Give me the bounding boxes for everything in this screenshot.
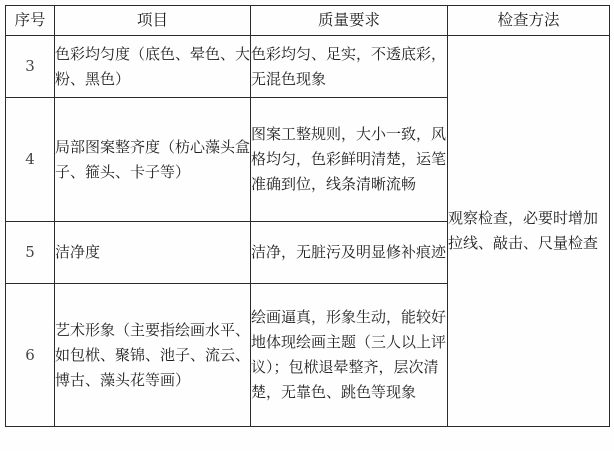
row-number: 4: [6, 98, 55, 222]
row-requirement: 色彩均匀、足实，不透底彩，无混色现象: [251, 36, 448, 98]
table-header-row: [6, 6, 610, 36]
row-requirement: 图案工整规则，大小一致，风格均匀，色彩鲜明清楚，运笔准确到位，线条清晰流畅: [251, 98, 448, 222]
row-number: 5: [6, 222, 55, 284]
row-item: 色彩均匀度（底色、晕色、大粉、黑色）: [55, 36, 251, 98]
row-requirement: 绘画逼真，形象生动，能较好地体现绘画主题（三人以上评议）；包栿退晕整齐，层次清楚，无靠色、跳色等现象: [251, 284, 448, 427]
table-row: [6, 36, 610, 98]
row-requirement: 洁净，无脏污及明显修补痕迹: [251, 222, 448, 284]
row-item: 艺术形象（主要指绘画水平、如包栿、聚锦、池子、流云、博古、藻头花等画）: [55, 284, 251, 427]
row-item: 局部图案整齐度（枋心藻头盒子、箍头、卡子等）: [55, 98, 251, 222]
row-item: 洁净度: [55, 222, 251, 284]
row-number: 6: [6, 284, 55, 427]
inspection-method-cell: 观察检查，必要时增加拉线、敲击、尺量检查: [448, 36, 610, 427]
header-item: 项目: [55, 6, 251, 36]
header-quality-requirement: 质量要求: [251, 6, 448, 36]
header-inspection-method: 检查方法: [448, 6, 610, 36]
row-number: 3: [6, 36, 55, 98]
quality-inspection-table: [5, 5, 610, 427]
header-serial-number: 序号: [6, 6, 55, 36]
